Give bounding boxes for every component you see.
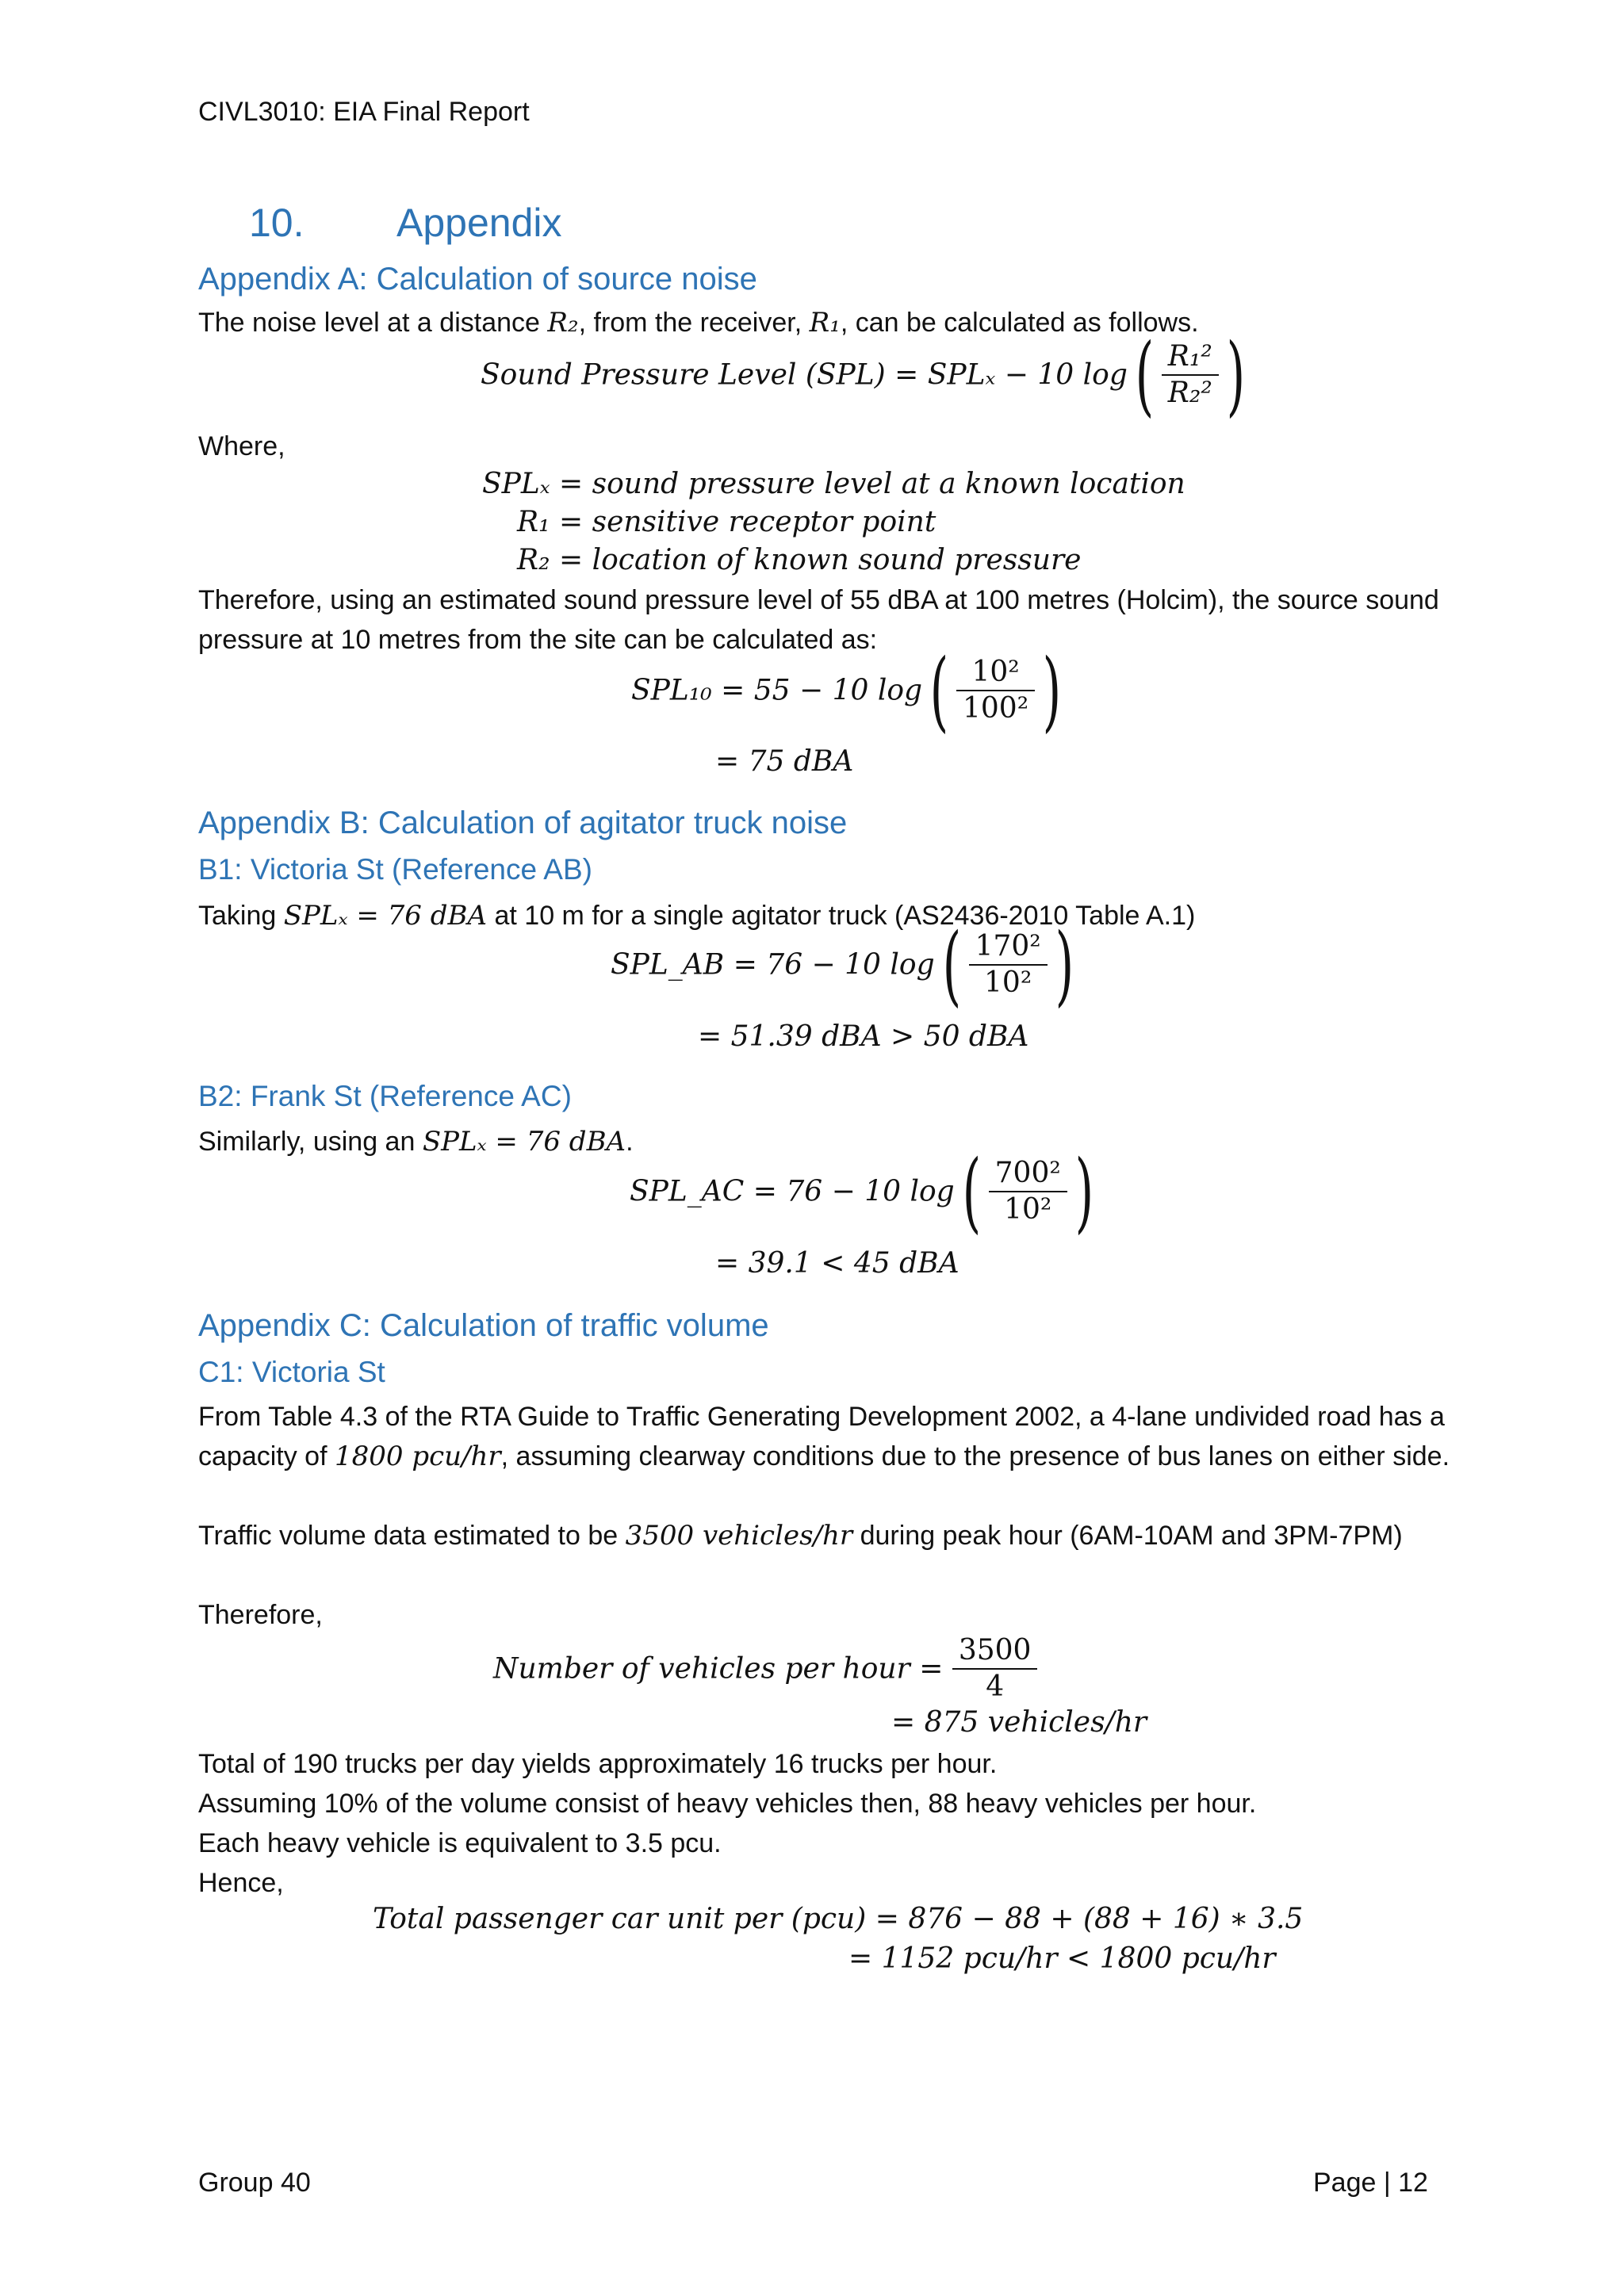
pcu-equation: Total passenger car unit per (pcu) = 876 − 88 + (88 + 16) ∗ 3.5 [373,1903,1304,1935]
definition-splx: SPLₓ = sound pressure level at a known location [482,468,1185,500]
spl-ac-equation: SPL_AC = 76 − 10 log( $\frac{\text{700²}}{\text{10²}}$ ) [630,1141,1094,1242]
where-label: Where, [198,431,285,461]
therefore-label: Therefore, [198,1600,323,1630]
section-title: Appendix [396,201,562,245]
b2-text: Similarly, using an SPLₓ = 76 dBA. [198,1126,634,1158]
spl-ac-result: = 39.1 < 45 dBA [715,1247,959,1280]
footer-group: Group 40 [198,2168,311,2198]
spl-ab-result: = 51.39 dBA > 50 dBA [698,1020,1029,1053]
spl-formula: Sound Pressure Level (SPL) = SPLₓ − 10 log( $\frac{\text{R₁²}}{\text{R₂²}}$ ) [481,324,1246,426]
spl10-result: = 75 dBA [715,745,854,778]
appendix-b-heading: Appendix B: Calculation of agitator truck noise [198,806,848,840]
spl-ab-equation: SPL_AB = 76 − 10 log( $\frac{\text{170²}}{\text{10²}}$ ) [611,914,1074,1016]
vehicles-per-hour-equation: Number of vehicles per hour = $\frac{3500}{4}$ [493,1633,1037,1705]
b1-text: Taking SPLₓ = 76 dBA at 10 m for a single agitator truck (AS2436-2010 Table A.1) [198,900,1196,932]
hence-label: Hence, [198,1868,284,1898]
section-number: 10. [249,201,304,245]
heavy-vehicles-line: Assuming 10% of the volume consist of heavy vehicles then, 88 heavy vehicles per hour. [198,1789,1257,1819]
trucks-per-hour-line: Total of 190 trucks per day yields approximately 16 trucks per hour. [198,1749,998,1779]
appendix-a-paragraph: Therefore, using an estimated sound pressure level of 55 dBA at 100 metres (Holcim), the source sound pressure at 10 metres from the site can be calculated as: [198,585,1439,655]
b1-heading: B1: Victoria St (Reference AB) [198,853,592,886]
spl10-equation: SPL₁₀ = 55 − 10 log( $\frac{\text{10²}}{\text{100²}}$ ) [631,640,1062,741]
footer-page-number: Page | 12 [1313,2168,1428,2198]
c1-heading: C1: Victoria St [198,1356,385,1388]
c1-paragraph-2: Traffic volume data estimated to be 3500 vehicles/hr during peak hour (6AM-10AM and 3PM-7PM) [198,1520,1403,1552]
definition-r1: R₁ = sensitive receptor point [517,506,936,538]
appendix-a-intro: The noise level at a distance R₂, from the receiver, R₁, can be calculated as follows. [198,307,1199,339]
b2-heading: B2: Frank St (Reference AC) [198,1080,572,1112]
c1-paragraph-1: From Table 4.3 of the RTA Guide to Traffic Generating Development 2002, a 4-lane undivided road has a capacity of 1800 pcu/hr, assuming clearway conditions due to the presence of bus lanes on either side. [198,1402,1450,1472]
pcu-result: = 1152 pcu/hr < 1800 pcu/hr [848,1942,1276,1975]
definition-r2: R₂ = location of known sound pressure [517,544,1082,576]
pcu-equivalence-line: Each heavy vehicle is equivalent to 3.5 pcu. [198,1828,722,1858]
appendix-a-heading: Appendix A: Calculation of source noise [198,262,757,297]
vehicles-per-hour-result: = 875 vehicles/hr [891,1706,1147,1739]
running-header: CIVL3010: EIA Final Report [198,97,530,127]
appendix-c-heading: Appendix C: Calculation of traffic volume [198,1308,769,1343]
